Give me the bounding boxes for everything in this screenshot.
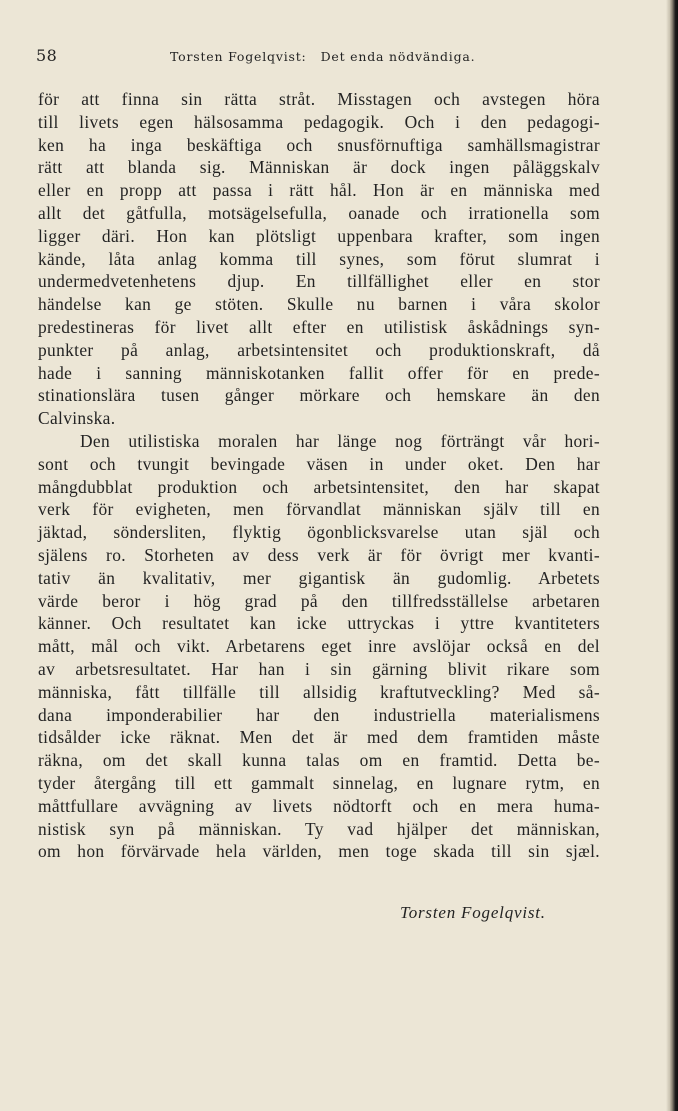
text-line: ken ha inga beskäftiga och snusförnuftiga samhällsmagistrar [38, 134, 600, 155]
text-line: jäktad, söndersliten, flyktig ögonblicksvarelse utan själ och [38, 522, 600, 543]
paragraph-2 [38, 430, 600, 863]
page-edge-shadow [669, 0, 678, 1111]
text-line: Den utilistiska moralen har länge nog förträngt vår hori- [80, 430, 600, 451]
text-line: predestineras för livet allt efter en utilistisk åskådnings syn- [38, 316, 600, 337]
running-title [170, 49, 475, 64]
text-line: för att finna sin rätta stråt. Misstagen och avstegen höra [38, 89, 600, 109]
text-line: räkna, om det skall kunna talas om en framtid. Detta be- [38, 750, 600, 771]
text-line: punkter på anlag, arbetsintensitet och produktionskraft, då [38, 339, 600, 360]
text-line: eller en propp att passa i rätt hål. Hon är en människa med [38, 180, 600, 201]
text-line: måttfullare avvägning av livets nödtorft och en mera huma- [38, 795, 600, 816]
author-signature: Torsten Fogelqvist. [400, 903, 546, 922]
text-line: till livets egen hälsosamma pedagogik. Och i den pedagogi- [38, 111, 600, 132]
text-line: värde beror i hög grad på den tillfredsställelse arbetaren [38, 590, 600, 611]
text-line: verk för evigheten, men förvandlat människan själv till en [38, 499, 600, 520]
text-line: om hon förvärvade hela världen, men toge skada till sin sjæl. [38, 841, 600, 862]
text-line: stinationslära tusen gånger mörkare och hemskare än den [38, 385, 600, 406]
text-line: själens ro. Storheten av dess verk är för övrigt mer kvanti- [38, 544, 600, 565]
running-header [36, 46, 636, 68]
text-line: Calvinska. [38, 408, 116, 429]
text-line: av arbetsresultatet. Har han i sin gärning blivit rikare som [38, 658, 600, 679]
text-line: mångdubblat produktion och arbetsintensitet, den har skapat [38, 476, 600, 497]
text-line: tidsålder icke räknat. Men det är med dem framtiden måste [38, 727, 600, 748]
text-line: mått, mål och vikt. Arbetarens eget inre avslöjar också en del [38, 636, 600, 657]
text-line: dana imponderabilier har den industriella materialismens [38, 704, 600, 725]
text-line: allt det gåtfulla, motsägelsefulla, oanade och irrationella som [38, 202, 600, 223]
text-line: nistisk syn på människan. Ty vad hjälper det människan, [38, 818, 600, 839]
text-line: rätt att blanda sig. Människan är dock ingen påläggskalv [38, 157, 600, 178]
text-line: hade i sanning människotanken fallit offer för en prede- [38, 362, 600, 383]
text-line: tativ än kvalitativ, mer gigantisk än gudomlig. Arbetets [38, 567, 600, 588]
text-line: sont och tvungit bevingade väsen in under oket. Den har [38, 453, 600, 474]
paragraph-1 [38, 88, 600, 430]
text-line: människa, fått tillfälle till allsidig kraftutveckling? Med så- [38, 681, 600, 702]
text-line: kände, låta anlag komma till synes, som förut slumrat i [38, 248, 600, 269]
article-body [38, 88, 600, 863]
running-title-text: Det enda nödvändiga. [320, 49, 476, 64]
running-title-author: Torsten Fogelqvist: [170, 49, 307, 64]
text-line: händelse kan ge stöten. Skulle nu barnen i våra skolor [38, 294, 600, 315]
text-line: känner. Och resultatet kan icke uttryckas i yttre kvantiteters [38, 613, 600, 634]
text-line: tyder återgång till ett gammalt sinnelag, en lugnare rytm, en [38, 772, 600, 793]
text-line: ligger däri. Hon kan plötsligt uppenbara krafter, som ingen [38, 225, 600, 246]
text-line: undermedvetenhetens djup. En tillfällighet eller en stor [38, 271, 600, 292]
page-number: 58 [36, 46, 58, 65]
